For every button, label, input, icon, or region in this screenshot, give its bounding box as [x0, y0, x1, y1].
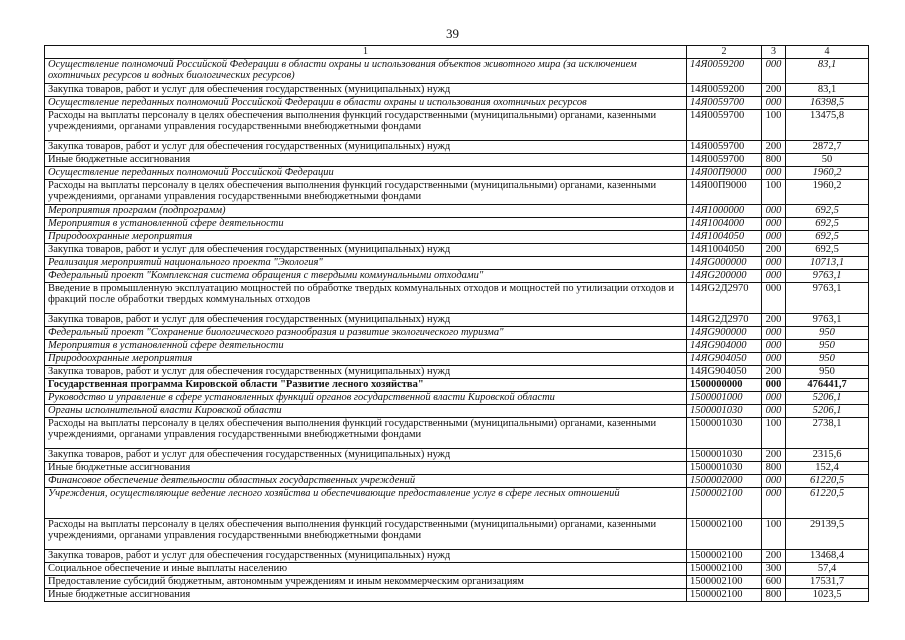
row-code: 14Я0059700: [687, 109, 762, 140]
row-type: 200: [762, 313, 786, 326]
table-row: [45, 588, 869, 601]
row-name: Осуществление полномочий Российской Федерации в области охраны и использования объектов животного мира (за исключением охотничьих ресурсов и водных биологических ресурсов): [45, 58, 687, 83]
row-name: Природоохранные мероприятия: [45, 230, 687, 243]
table-row: [45, 217, 869, 230]
row-name: Руководство и управление в сфере установленных функций органов государственной власти Кировской области: [45, 391, 687, 404]
row-code: 14ЯG2Д2970: [687, 282, 762, 313]
row-code: 14Я00П9000: [687, 166, 762, 179]
row-amount: 950: [786, 352, 869, 365]
row-name: Учреждения, осуществляющие ведение лесного хозяйства и обеспечивающие предоставление услуг в сфере лесных отношений: [45, 487, 687, 518]
row-amount: 2872,7: [786, 140, 869, 153]
row-type: 000: [762, 282, 786, 313]
row-code: 14Я1004050: [687, 243, 762, 256]
page-number: 39: [446, 26, 459, 41]
row-code: 1500001030: [687, 448, 762, 461]
row-amount: 692,5: [786, 243, 869, 256]
row-amount: 5206,1: [786, 391, 869, 404]
table-row: [45, 109, 869, 140]
row-code: 14ЯG904050: [687, 352, 762, 365]
row-name: Расходы на выплаты персоналу в целях обеспечения выполнения функций государственными (муниципальными) органами, казенными учреждениями, органами управления государственными внебюджетными фондами: [45, 417, 687, 448]
table-row: [45, 518, 869, 549]
row-type: 200: [762, 549, 786, 562]
row-code: 14Я0059700: [687, 140, 762, 153]
table-row: [45, 391, 869, 404]
row-type: 200: [762, 140, 786, 153]
table-row: [45, 179, 869, 204]
row-name: Природоохранные мероприятия: [45, 352, 687, 365]
row-amount: 2315,6: [786, 448, 869, 461]
row-type: 000: [762, 166, 786, 179]
table-row: [45, 243, 869, 256]
row-code: 1500001000: [687, 391, 762, 404]
row-code: 1500002100: [687, 518, 762, 549]
row-name: Федеральный проект "Сохранение биологического разнообразия и развитие экологического туризма": [45, 326, 687, 339]
row-amount: 950: [786, 365, 869, 378]
budget-table: [44, 45, 869, 602]
row-amount: 61220,5: [786, 487, 869, 518]
row-type: 300: [762, 562, 786, 575]
row-type: 000: [762, 378, 786, 391]
row-type: 200: [762, 448, 786, 461]
table-row: [45, 269, 869, 282]
row-type: 000: [762, 204, 786, 217]
row-name: Расходы на выплаты персоналу в целях обеспечения выполнения функций государственными (муниципальными) органами, казенными учреждениями, органами управления государственными внебюджетными фондами: [45, 179, 687, 204]
row-code: 1500002100: [687, 588, 762, 601]
row-amount: 152,4: [786, 461, 869, 474]
row-type: 200: [762, 243, 786, 256]
table-row: [45, 83, 869, 96]
row-type: 000: [762, 230, 786, 243]
row-type: 000: [762, 269, 786, 282]
row-amount: 692,5: [786, 204, 869, 217]
row-code: 14ЯG000000: [687, 256, 762, 269]
row-name: Мероприятия в установленной сфере деятельности: [45, 339, 687, 352]
row-code: 14Я0059700: [687, 96, 762, 109]
row-name: Закупка товаров, работ и услуг для обеспечения государственных (муниципальных) нужд: [45, 313, 687, 326]
row-code: 14ЯG904050: [687, 365, 762, 378]
table-row: [45, 140, 869, 153]
table-row: [45, 282, 869, 313]
row-amount: 61220,5: [786, 474, 869, 487]
row-type: 000: [762, 474, 786, 487]
row-amount: 692,5: [786, 217, 869, 230]
row-name: Мероприятия в установленной сфере деятельности: [45, 217, 687, 230]
row-amount: 10713,1: [786, 256, 869, 269]
row-name: Федеральный проект "Комплексная система обращения с твердыми коммунальными отходами": [45, 269, 687, 282]
row-amount: 1023,5: [786, 588, 869, 601]
table-row: [45, 487, 869, 518]
row-amount: 13475,8: [786, 109, 869, 140]
row-amount: 50: [786, 153, 869, 166]
row-name: Социальное обеспечение и иные выплаты населению: [45, 562, 687, 575]
row-name: Закупка товаров, работ и услуг для обеспечения государственных (муниципальных) нужд: [45, 448, 687, 461]
row-code: 1500001030: [687, 404, 762, 417]
row-name: Государственная программа Кировской области "Развитие лесного хозяйства": [45, 378, 687, 391]
row-amount: 1960,2: [786, 179, 869, 204]
table-row: [45, 166, 869, 179]
table-row: [45, 352, 869, 365]
row-type: 800: [762, 461, 786, 474]
column-header-type: 3: [762, 46, 786, 59]
row-amount: 950: [786, 326, 869, 339]
row-amount: 83,1: [786, 58, 869, 83]
row-name: Иные бюджетные ассигнования: [45, 153, 687, 166]
row-code: 1500002100: [687, 575, 762, 588]
row-code: 14ЯG904000: [687, 339, 762, 352]
row-code: 1500000000: [687, 378, 762, 391]
row-amount: 692,5: [786, 230, 869, 243]
row-code: 14Я0059700: [687, 153, 762, 166]
row-code: 1500001030: [687, 461, 762, 474]
table-row: [45, 461, 869, 474]
row-type: 000: [762, 339, 786, 352]
row-name: Закупка товаров, работ и услуг для обеспечения государственных (муниципальных) нужд: [45, 243, 687, 256]
table-row: [45, 204, 869, 217]
table-row: [45, 378, 869, 391]
table-row: [45, 448, 869, 461]
row-code: 1500002100: [687, 487, 762, 518]
row-type: 800: [762, 153, 786, 166]
row-code: 1500002100: [687, 549, 762, 562]
row-type: 000: [762, 404, 786, 417]
row-name: Закупка товаров, работ и услуг для обеспечения государственных (муниципальных) нужд: [45, 140, 687, 153]
row-code: 14ЯG2Д2970: [687, 313, 762, 326]
row-name: Мероприятия программ (подпрограмм): [45, 204, 687, 217]
row-code: 14Я0059200: [687, 58, 762, 83]
row-type: 100: [762, 417, 786, 448]
row-type: 000: [762, 58, 786, 83]
table-row: [45, 326, 869, 339]
table-row: [45, 153, 869, 166]
table-row: [45, 313, 869, 326]
table-row: [45, 58, 869, 83]
row-amount: 16398,5: [786, 96, 869, 109]
row-amount: 9763,1: [786, 269, 869, 282]
row-amount: 17531,7: [786, 575, 869, 588]
table-row: [45, 365, 869, 378]
row-amount: 476441,7: [786, 378, 869, 391]
row-code: 14ЯG200000: [687, 269, 762, 282]
row-name: Закупка товаров, работ и услуг для обеспечения государственных (муниципальных) нужд: [45, 365, 687, 378]
row-type: 000: [762, 391, 786, 404]
column-header-code: 2: [687, 46, 762, 59]
row-type: 000: [762, 217, 786, 230]
row-name: Иные бюджетные ассигнования: [45, 461, 687, 474]
table-row: [45, 417, 869, 448]
table-row: [45, 562, 869, 575]
row-type: 800: [762, 588, 786, 601]
row-amount: 83,1: [786, 83, 869, 96]
row-name: Предоставление субсидий бюджетным, автономным учреждениям и иным некоммерческим организациям: [45, 575, 687, 588]
row-type: 200: [762, 365, 786, 378]
table-row: [45, 474, 869, 487]
row-code: 14Я00П9000: [687, 179, 762, 204]
row-code: 14Я1004000: [687, 217, 762, 230]
row-code: 14Я1004050: [687, 230, 762, 243]
row-amount: 5206,1: [786, 404, 869, 417]
row-code: 14Я1000000: [687, 204, 762, 217]
row-amount: 9763,1: [786, 282, 869, 313]
row-amount: 1960,2: [786, 166, 869, 179]
row-code: 14ЯG900000: [687, 326, 762, 339]
row-name: Иные бюджетные ассигнования: [45, 588, 687, 601]
table-row: [45, 549, 869, 562]
table-row: [45, 339, 869, 352]
row-code: 14Я0059200: [687, 83, 762, 96]
row-code: 1500002000: [687, 474, 762, 487]
row-type: 000: [762, 352, 786, 365]
row-name: Закупка товаров, работ и услуг для обеспечения государственных (муниципальных) нужд: [45, 83, 687, 96]
row-code: 1500001030: [687, 417, 762, 448]
row-amount: 950: [786, 339, 869, 352]
row-name: Органы исполнительной власти Кировской области: [45, 404, 687, 417]
row-name: Осуществление переданных полномочий Российской Федерации: [45, 166, 687, 179]
row-name: Осуществление переданных полномочий Российской Федерации в области охраны и использования охотничьих ресурсов: [45, 96, 687, 109]
table-row: [45, 96, 869, 109]
row-type: 200: [762, 83, 786, 96]
row-code: 1500002100: [687, 562, 762, 575]
row-name: Введение в промышленную эксплуатацию мощностей по обработке твердых коммунальных отходов и мощностей по утилизации отходов и фракций после обработки твердых коммунальных отходов: [45, 282, 687, 313]
row-amount: 9763,1: [786, 313, 869, 326]
row-type: 000: [762, 256, 786, 269]
row-amount: 57,4: [786, 562, 869, 575]
row-name: Закупка товаров, работ и услуг для обеспечения государственных (муниципальных) нужд: [45, 549, 687, 562]
table-row: [45, 404, 869, 417]
header-row: [45, 46, 869, 59]
row-type: 100: [762, 518, 786, 549]
row-name: Расходы на выплаты персоналу в целях обеспечения выполнения функций государственными (муниципальными) органами, казенными учреждениями, органами управления государственными внебюджетными фондами: [45, 518, 687, 549]
table-row: [45, 230, 869, 243]
row-type: 600: [762, 575, 786, 588]
row-type: 100: [762, 179, 786, 204]
row-type: 000: [762, 96, 786, 109]
row-name: Реализация мероприятий национального проекта "Экология": [45, 256, 687, 269]
row-amount: 2738,1: [786, 417, 869, 448]
table-row: [45, 575, 869, 588]
column-header-amount: 4: [786, 46, 869, 59]
row-type: 100: [762, 109, 786, 140]
row-type: 000: [762, 487, 786, 518]
column-header-name: 1: [45, 46, 687, 59]
row-type: 000: [762, 326, 786, 339]
row-name: Расходы на выплаты персоналу в целях обеспечения выполнения функций государственными (муниципальными) органами, казенными учреждениями, органами управления государственными внебюджетными фондами: [45, 109, 687, 140]
table-row: [45, 256, 869, 269]
row-name: Финансовое обеспечение деятельности областных государственных учреждений: [45, 474, 687, 487]
row-amount: 29139,5: [786, 518, 869, 549]
row-amount: 13468,4: [786, 549, 869, 562]
